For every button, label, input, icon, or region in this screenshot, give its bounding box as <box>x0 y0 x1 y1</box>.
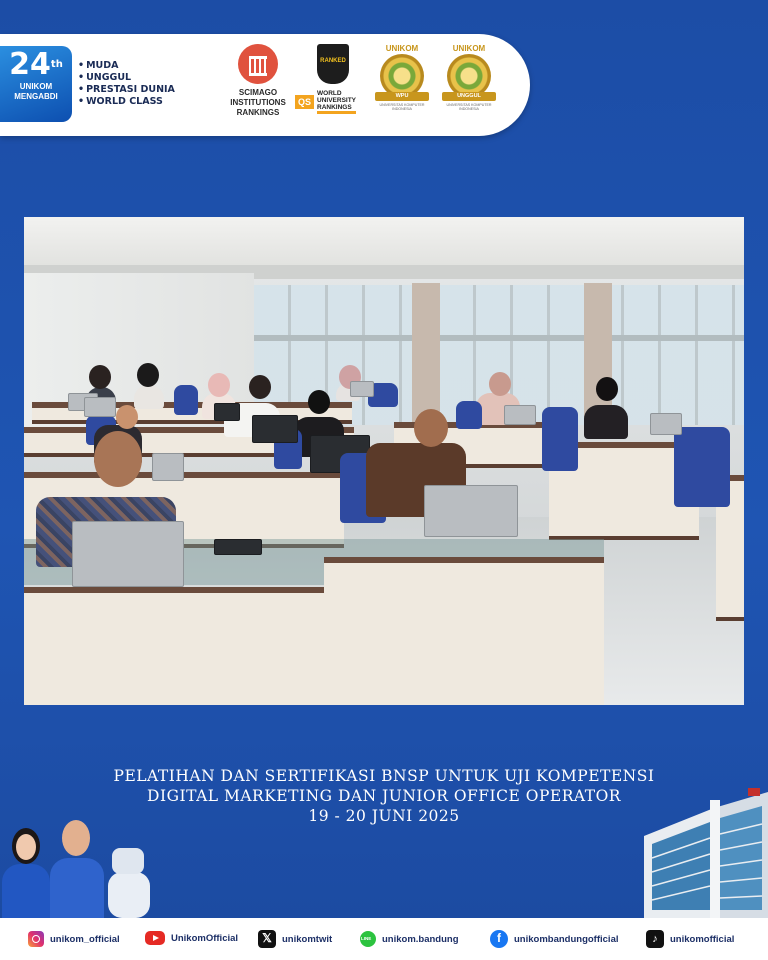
mascot-woman-face <box>16 834 36 860</box>
laptop <box>214 403 240 421</box>
wpu-seal <box>373 44 431 111</box>
qs-shield-icon <box>317 44 349 84</box>
mascot-robot <box>108 872 150 918</box>
laptop <box>650 413 682 435</box>
tagline-item: • UNGGUL <box>78 72 175 84</box>
x-handle: unikomtwit <box>282 933 333 945</box>
scimago-badge <box>222 44 294 118</box>
qs-word: WORLD <box>317 90 342 97</box>
qs-word: UNIVERSITY <box>317 97 357 104</box>
qs-words <box>317 90 356 114</box>
seal-ribbon: UNGGUL <box>442 92 496 101</box>
seal-top-text: UNIKOM <box>452 44 486 53</box>
scimago-line: RANKINGS <box>236 108 280 117</box>
chair <box>674 427 730 507</box>
campus-building-icon <box>644 788 768 918</box>
social-x[interactable] <box>258 930 332 948</box>
youtube-handle: UnikomOfficial <box>171 932 239 944</box>
seal-bottom-text: UNIVERSITAS KOMPUTER INDONESIA <box>379 103 425 111</box>
unggul-seal <box>440 44 498 111</box>
chair <box>174 385 198 415</box>
mascot-woman <box>2 864 50 918</box>
laptop <box>424 485 518 537</box>
laptop <box>152 453 184 481</box>
qs-word: RANKINGS <box>317 104 352 111</box>
seal-top-text: UNIKOM <box>385 44 419 53</box>
tiktok-icon: ♪ <box>646 930 664 948</box>
scimago-icon <box>238 44 278 84</box>
mascot-man <box>50 858 104 918</box>
person-head <box>249 375 271 399</box>
scimago-line: INSTITUTIONS <box>230 98 286 107</box>
person <box>584 405 628 439</box>
person-head <box>116 405 138 429</box>
person-head <box>94 431 142 487</box>
laptop <box>84 397 116 417</box>
person-head <box>596 377 618 401</box>
person-head <box>489 372 511 396</box>
anniversary-number: 24 <box>9 47 51 82</box>
chair <box>542 407 578 471</box>
scimago-line: SCIMAGO <box>238 88 278 97</box>
front-desk <box>324 557 604 705</box>
x-icon: 𝕏 <box>258 930 276 948</box>
person-head <box>208 373 230 397</box>
qs-shield-text: RANKED <box>320 58 346 64</box>
social-instagram[interactable] <box>28 931 120 947</box>
qs-mark: QS <box>295 95 314 109</box>
line-icon <box>360 931 376 947</box>
robot-head-icon <box>112 848 144 874</box>
caption-date: 19 - 20 JUNI 2025 <box>308 807 460 825</box>
laptop <box>350 381 374 397</box>
tagline-list <box>78 60 175 108</box>
mascot-group <box>0 818 160 918</box>
person <box>134 385 164 409</box>
tagline-item: • MUDA <box>78 60 175 72</box>
smartphone <box>214 539 262 555</box>
mascot-man-head <box>62 820 90 856</box>
training-room-photo <box>24 217 744 705</box>
person-head <box>89 365 111 389</box>
line-handle: unikom.bandung <box>382 933 459 945</box>
youtube-icon <box>145 931 165 945</box>
front-desk <box>24 587 324 705</box>
anniversary-logo <box>0 46 72 122</box>
tagline-item: • PRESTASI DUNIA <box>78 84 175 96</box>
facebook-icon: f <box>490 930 508 948</box>
seal-bottom-text: UNIVERSITAS KOMPUTER INDONESIA <box>446 103 492 111</box>
seal-ribbon: WPU <box>375 92 429 101</box>
chair <box>456 401 482 429</box>
social-youtube[interactable] <box>145 931 238 945</box>
laptop <box>72 521 184 587</box>
tiktok-handle: unikomofficial <box>670 933 735 945</box>
laptop <box>504 405 536 425</box>
social-facebook[interactable] <box>490 930 619 948</box>
instagram-handle: unikom_official <box>50 933 120 945</box>
qs-ranking-badge <box>295 44 371 114</box>
social-line[interactable] <box>360 931 459 947</box>
window-band <box>254 335 744 341</box>
social-footer <box>0 918 768 960</box>
anniversary-suffix: th <box>50 59 63 70</box>
person-head <box>308 390 330 414</box>
person-head <box>414 409 448 447</box>
header-badge-strip <box>0 34 530 136</box>
facebook-handle: unikombandungofficial <box>514 933 619 945</box>
anniversary-label: UNIKOM MENGABDI <box>14 82 58 101</box>
tagline-item: • WORLD CLASS <box>78 96 175 108</box>
caption-line-1: PELATIHAN DAN SERTIFIKASI BNSP UNTUK UJI KOMPETENSI <box>113 767 655 785</box>
instagram-icon <box>28 931 44 947</box>
social-tiktok[interactable] <box>646 930 734 948</box>
person-head <box>137 363 159 387</box>
laptop <box>252 415 298 443</box>
caption-line-2: DIGITAL MARKETING DAN JUNIOR OFFICE OPERATOR <box>147 787 621 805</box>
